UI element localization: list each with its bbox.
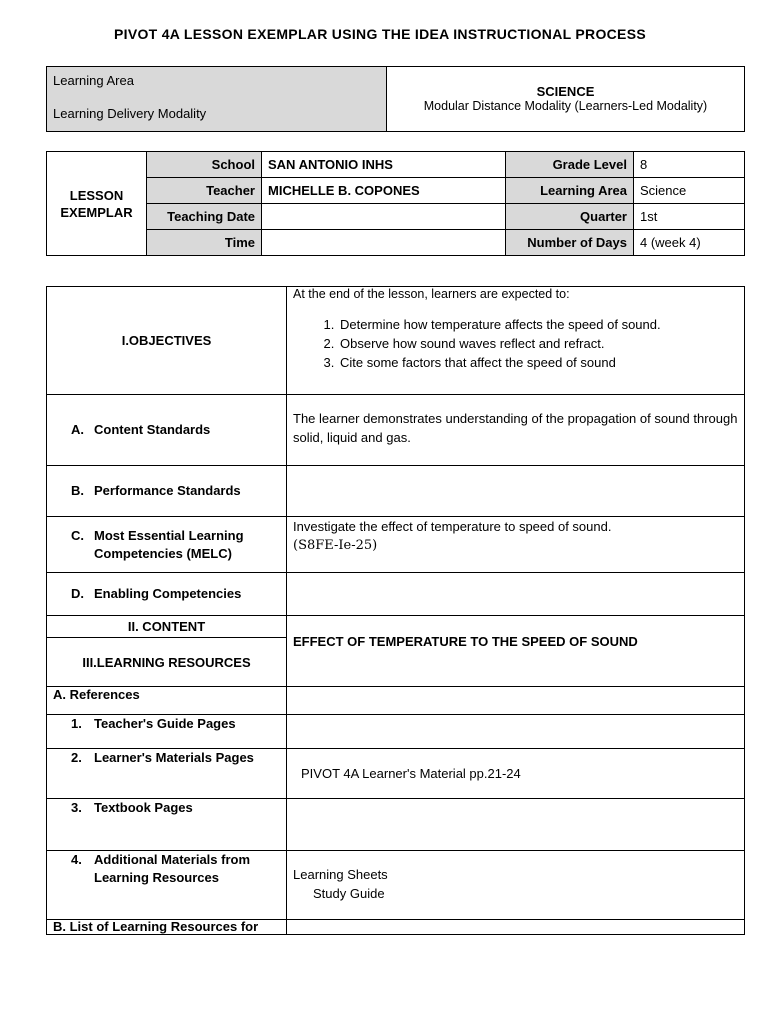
am-line2[interactable]: Study Guide (313, 886, 385, 901)
references-value (287, 687, 745, 715)
performance-standards-value[interactable] (287, 466, 745, 517)
list-resources-value (287, 920, 745, 935)
lm-label: Learner's Materials Pages (94, 750, 254, 765)
row-number: 1. (71, 716, 82, 731)
melc-code: (S8FE-Ie-25) (293, 538, 378, 553)
am-cell (287, 851, 745, 920)
am-line1[interactable]: Learning Sheets (293, 867, 388, 882)
content-standards-label-cell (47, 395, 287, 466)
row-number: 3. (71, 800, 82, 815)
row-number: 2. (71, 750, 82, 765)
school-label: School (147, 152, 262, 178)
days-value[interactable]: 4 (week 4) (634, 230, 745, 256)
delivery-modality-label: Learning Delivery Modality (53, 106, 207, 121)
days-label: Number of Days (506, 230, 634, 256)
melc-value[interactable]: Investigate the effect of temperature to speed of sound. (293, 519, 612, 534)
enabling-label: Enabling Competencies (94, 586, 242, 601)
tb-label: Textbook Pages (94, 800, 193, 815)
grade-level-value[interactable]: 8 (634, 152, 745, 178)
objectives-intro: At the end of the lesson, learners are expected to: (293, 287, 570, 301)
performance-standards-label: Performance Standards (94, 483, 241, 498)
list-item: 1. Determine how temperature affects the speed of sound. (338, 315, 738, 334)
school-value[interactable]: SAN ANTONIO INHS (262, 152, 506, 178)
melc-label: Most Essential Learning Competencies (MELC) (94, 527, 244, 561)
list-item: 3. Cite some factors that affect the speed of sound (338, 353, 738, 372)
header-table (46, 66, 745, 132)
lesson-info-table (46, 151, 745, 256)
teacher-label: Teacher (147, 178, 262, 204)
learning-area-label-2: Learning Area (506, 178, 634, 204)
content-label: II. CONTENT (47, 616, 287, 638)
row-number: 4. (71, 852, 82, 867)
content-standards-value[interactable]: The learner demonstrates understanding of the propagation of sound through solid, liquid and gas. (287, 395, 745, 466)
learning-area-value[interactable]: Science (634, 178, 745, 204)
teaching-date-label: Teaching Date (147, 204, 262, 230)
tg-value[interactable] (287, 715, 745, 749)
content-standards-label: Content Standards (94, 422, 211, 437)
quarter-label: Quarter (506, 204, 634, 230)
enabling-value[interactable] (287, 573, 745, 616)
tg-label: Teacher's Guide Pages (94, 716, 236, 731)
enabling-label-cell (47, 573, 287, 616)
objectives-label: I.OBJECTIVES (47, 287, 287, 395)
modality-value: Modular Distance Modality (Learners-Led Modality) (423, 99, 708, 113)
content-value[interactable]: EFFECT OF TEMPERATURE TO THE SPEED OF SOUND (287, 616, 745, 687)
lm-label-cell (47, 749, 287, 799)
row-number: A. (71, 422, 84, 437)
objectives-list (293, 315, 738, 372)
am-label: Additional Materials from Learning Resources (94, 852, 251, 885)
resources-label: III.LEARNING RESOURCES (47, 638, 287, 687)
teaching-date-value[interactable] (262, 204, 506, 230)
objectives-cell (287, 287, 745, 395)
list-item: 2. Observe how sound waves reflect and refract. (338, 334, 738, 353)
lesson-exemplar-label: LESSON EXEMPLAR (47, 152, 147, 256)
list-resources-label: B. List of Learning Resources for (47, 920, 287, 935)
teacher-value[interactable]: MICHELLE B. COPONES (262, 178, 506, 204)
row-number: B. (71, 483, 84, 498)
grade-level-label: Grade Level (506, 152, 634, 178)
references-label: A. References (47, 687, 287, 715)
time-label: Time (147, 230, 262, 256)
am-label-cell (47, 851, 287, 920)
tb-label-cell (47, 799, 287, 851)
tg-label-cell (47, 715, 287, 749)
page-title: PIVOT 4A LESSON EXEMPLAR USING THE IDEA INSTRUCTIONAL PROCESS (114, 26, 646, 42)
melc-cell (287, 517, 745, 573)
learning-area-label: Learning Area (53, 73, 134, 88)
row-number: C. (71, 527, 84, 543)
header-labels-cell (47, 67, 387, 132)
performance-standards-label-cell (47, 466, 287, 517)
lm-value[interactable]: PIVOT 4A Learner's Material pp.21-24 (287, 749, 745, 799)
row-number: D. (71, 586, 84, 601)
header-values-cell (387, 67, 745, 132)
time-value[interactable] (262, 230, 506, 256)
tb-value[interactable] (287, 799, 745, 851)
melc-label-cell (47, 517, 287, 573)
lesson-plan-table (46, 286, 745, 935)
subject-value: SCIENCE (536, 84, 595, 99)
quarter-value[interactable]: 1st (634, 204, 745, 230)
